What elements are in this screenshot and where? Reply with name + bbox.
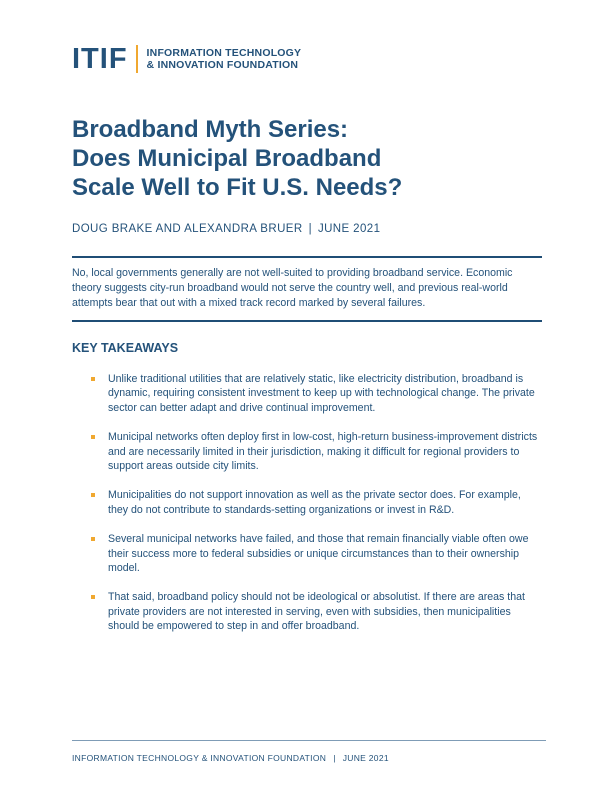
- org-name-line-1: INFORMATION TECHNOLOGY: [146, 47, 302, 59]
- takeaway-text: Municipal networks often deploy first in low-cost, high-return business-improvement districts and are necessarily limited in their jurisdiction, making it difficult for regional providers to support areas outside city limits.: [108, 431, 538, 473]
- byline: [72, 223, 380, 235]
- summary-top-rule: [72, 256, 542, 258]
- takeaway-item: [90, 372, 542, 415]
- itif-logo: [72, 43, 301, 75]
- bullet-icon: [91, 537, 95, 541]
- takeaway-item: [90, 488, 542, 517]
- takeaway-item: [90, 532, 542, 575]
- takeaway-item: [90, 590, 542, 633]
- bullet-icon: [91, 493, 95, 497]
- takeaway-text: Several municipal networks have failed, and those that remain financially viable often owe their success more to federal subsidies or unique circumstances than to their ownership model.: [108, 533, 529, 575]
- summary-bottom-rule: [72, 320, 542, 322]
- title-line-2: Does Municipal Broadband: [72, 145, 382, 172]
- org-name-line-2: & INNOVATION FOUNDATION: [146, 59, 299, 71]
- bullet-icon: [91, 435, 95, 439]
- page-title: [72, 115, 542, 202]
- takeaway-item: [90, 430, 542, 473]
- byline-date: JUNE 2021: [317, 223, 381, 235]
- page-footer: [72, 753, 389, 763]
- summary-text: No, local governments generally are not well-suited to providing broadband service. Economic theory suggests city-run broadband would not serve the country well, and previous real-world attempts bear that out with a mixed track record marked by several failures.: [72, 267, 513, 309]
- key-takeaways-list: [90, 372, 542, 649]
- footer-org: INFORMATION TECHNOLOGY & INNOVATION FOUNDATION: [72, 753, 327, 763]
- takeaway-text: Municipalities do not support innovation as well as the private sector does. For example, they do not contribute to standards-setting organizations or invest in R&D.: [108, 489, 521, 516]
- bullet-icon: [91, 595, 95, 599]
- title-line-3: Scale Well to Fit U.S. Needs?: [72, 174, 403, 201]
- key-takeaways-heading: KEY TAKEAWAYS: [72, 341, 179, 355]
- byline-separator: |: [308, 223, 312, 235]
- takeaway-text: Unlike traditional utilities that are relatively static, like electricity distribution, broadband is dynamic, requiring consistent investment to keep up with technological change. The private sector can better adapt and drive continual improvement.: [108, 373, 535, 414]
- footer-separator: |: [333, 753, 336, 763]
- logo-mark: ITIF: [72, 43, 128, 75]
- bullet-icon: [91, 377, 95, 381]
- byline-authors: DOUG BRAKE AND ALEXANDRA BRUER: [72, 223, 303, 235]
- title-line-1: Broadband Myth Series:: [72, 116, 349, 143]
- footer-rule: [72, 740, 546, 741]
- logo-divider: [136, 45, 138, 73]
- takeaway-text: That said, broadband policy should not be ideological or absolutist. If there are areas that private providers are not interested in serving, even with subsidies, then municipalities should be empowered to step in and offer broadband.: [108, 591, 525, 633]
- footer-date: JUNE 2021: [342, 753, 389, 763]
- org-name: [147, 47, 302, 71]
